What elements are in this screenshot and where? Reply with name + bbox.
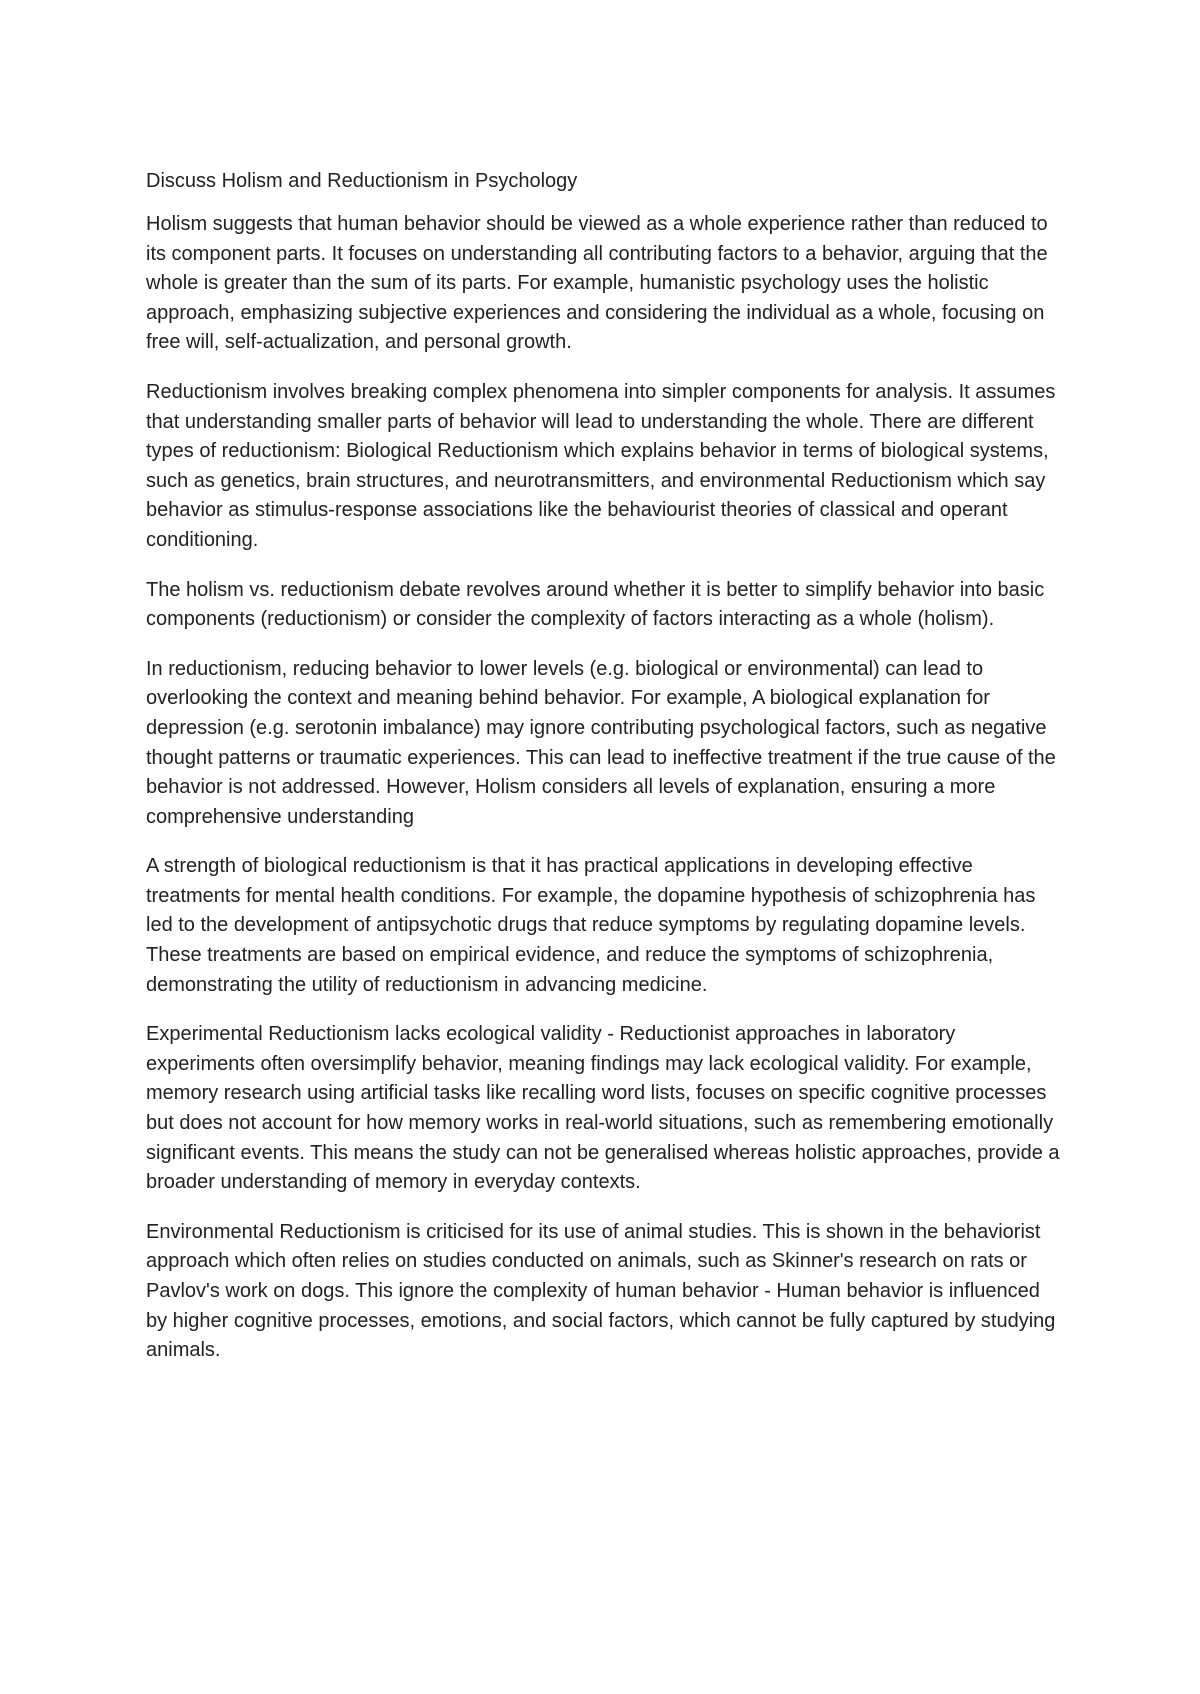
paragraph-experimental-reductionism: Experimental Reductionism lacks ecological validity - Reductionist approaches in laboratory experiments often oversimplify behavior, meaning findings may lack ecological validity. For example, memory research using artificial tasks like recalling word lists, focuses on specific cognitive processes but does not account for how memory works in real-world situations, such as remembering emotionally significant events. This means the study can not be generalised whereas holistic approaches, provide a broader understanding of memory in everyday contexts. — [146, 1023, 1060, 1194]
document-page — [146, 168, 1066, 1386]
paragraph-debate: The holism vs. reductionism debate revolves around whether it is better to simplify behavior into basic components (reductionism) or consider the complexity of factors interacting as a whole (holism). — [146, 578, 1045, 631]
paragraph-biological-strength: A strength of biological reductionism is that it has practical applications in developing effective treatments for mental health conditions. For example, the dopamine hypothesis of schizophrenia has led to the development of antipsychotic drugs that reduce symptoms by regulating dopamine levels. These treatments are based on empirical evidence, and reduce the symptoms of schizophrenia, demonstrating the utility of reductionism in advancing medicine. — [146, 855, 1036, 996]
paragraph-environmental-reductionism: Environmental Reductionism is criticised for its use of animal studies. This is shown in the behaviorist approach which often relies on studies conducted on animals, such as Skinner's research on rats or Pavlov's work on dogs. This ignore the complexity of human behavior - Human behavior is influenced by higher cognitive processes, emotions, and social factors, which cannot be fully captured by studying animals. — [146, 1220, 1056, 1362]
paragraph-reductionism: Reductionism involves breaking complex phenomena into simpler components for analysis. It assumes that understanding smaller parts of behavior will lead to understanding the whole. There are different types of reductionism: Biological Reductionism which explains behavior in terms of biological systems, such as genetics, brain structures, and neurotransmitters, and environmental Reductionism which say behavior as stimulus-response associations like the behaviourist theories of classical and operant conditioning. — [146, 380, 1056, 551]
paragraph-lower-levels: In reductionism, reducing behavior to lower levels (e.g. biological or environmental) can lead to overlooking the context and meaning behind behavior. For example, A biological explanation for depression (e.g. serotonin imbalance) may ignore contributing psychological factors, such as negative thought patterns or traumatic experiences. This can lead to ineffective treatment if the true cause of the behavior is not addressed. However, Holism considers all levels of explanation, ensuring a more comprehensive understanding — [146, 657, 1056, 828]
document-title: Discuss Holism and Reductionism in Psychology — [146, 170, 578, 192]
paragraph-holism: Holism suggests that human behavior should be viewed as a whole experience rather than reduced to its component parts. It focuses on understanding all contributing factors to a behavior, arguing that the whole is greater than the sum of its parts. For example, humanistic psychology uses the holistic approach, emphasizing subjective experiences and considering the individual as a whole, focusing on free will, self-actualization, and personal growth. — [146, 213, 1048, 354]
